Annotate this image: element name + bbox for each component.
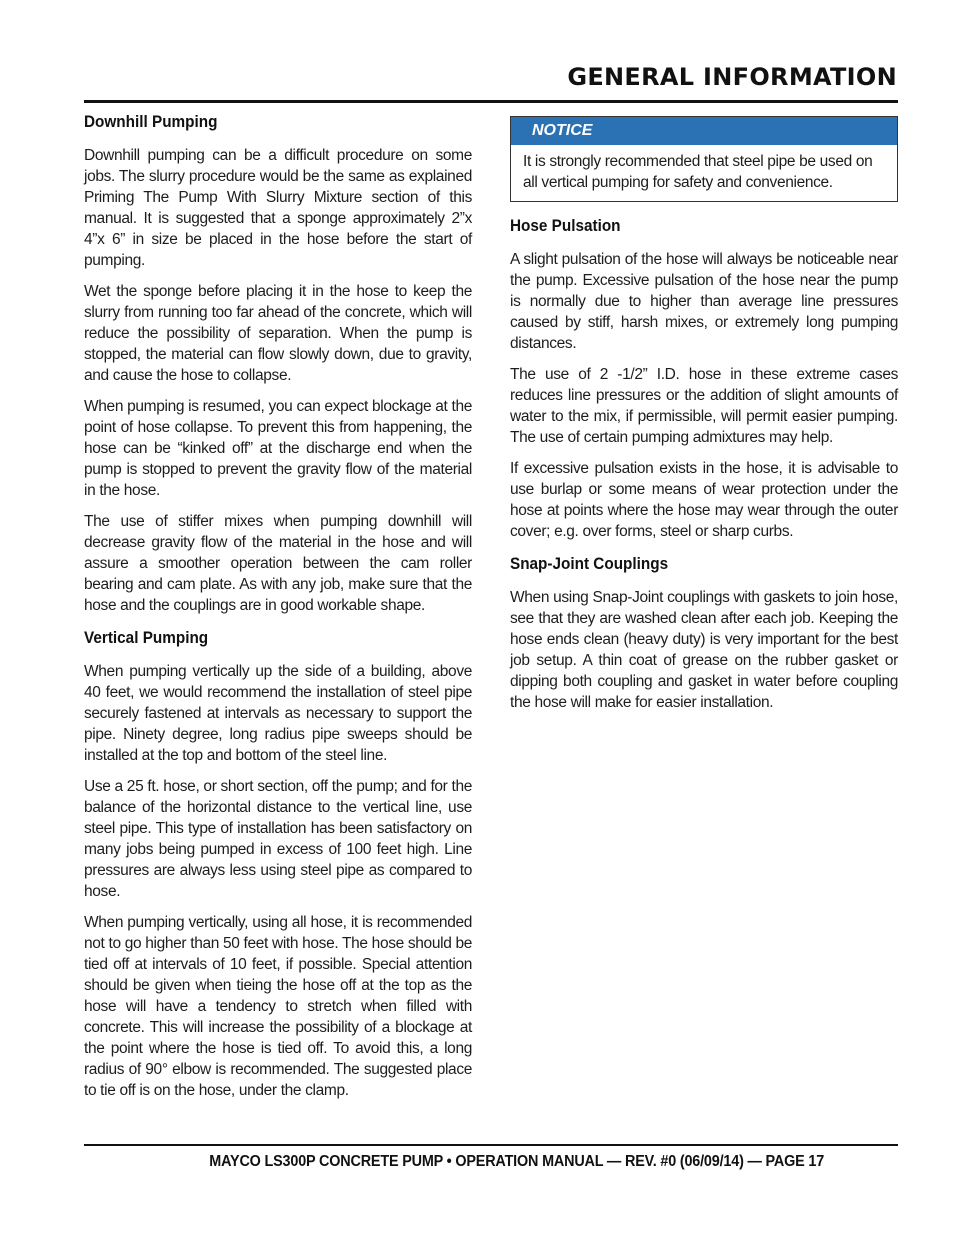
paragraph: Downhill pumping can be a difficult procedure on some jobs. The slurry procedure would be the same as explained Priming The Pump With Slurry Mixture section of this manual. It is suggested that a sponge approximately 2”x 4”x 6” in size be placed in the hose before the start of pumping. xyxy=(84,147,472,269)
section-snap-joint-couplings xyxy=(510,554,898,713)
section-heading-snap-joint: Snap-Joint Couplings xyxy=(510,554,669,573)
page-footer: MAYCO LS300P CONCRETE PUMP • OPERATION MANUAL — REV. #0 (06/09/14) — PAGE 17 xyxy=(209,1153,824,1170)
paragraph: When using Snap-Joint couplings with gaskets to join hose, see that they are washed clean after each job. Keeping the hose ends clean (heavy duty) is very important for the best job setup. A thin coat of grease on the rubber gasket or dipping both coupling and gasket in water before coupling the hose will make for easier installation. xyxy=(510,589,898,711)
paragraph: A slight pulsation of the hose will always be noticeable near the pump. Excessive pulsation of the hose near the pump is normally due to higher than average line pressures caused by stiff, harsh mixes, or extremely long pumping distances. xyxy=(510,251,898,352)
header-divider xyxy=(84,100,898,103)
paragraph: If excessive pulsation exists in the hose, it is advisable to use burlap or some means of wear protection under the hose at points where the hose may wear through the outer cover; e.g. over forms, steel or sharp curbs. xyxy=(510,460,898,540)
section-heading-downhill: Downhill Pumping xyxy=(84,112,218,131)
paragraph: The use of 2 -1/2” I.D. hose in these extreme cases reduces line pressures or the addition of slight amounts of water to the mix, if permissible, will permit easier pumping. The use of certain pumping admixtures may help. xyxy=(510,366,898,446)
paragraph: When pumping vertically, using all hose, it is recommended not to go higher than 50 feet with hose. The hose should be tied off at intervals of 10 feet, if possible. Special attention should be given when tieing the hose off at the top as the hose will have a tendency to stretch when filled with concrete. This will increase the possibility of a blockage at the point where the hose is tied off. To avoid this, a long radius of 90° elbow is recommended. The suggested place to tie off is on the hose, under the clamp. xyxy=(84,914,472,1099)
left-column xyxy=(84,112,472,1113)
section-hose-pulsation xyxy=(510,216,898,542)
footer-divider xyxy=(84,1144,898,1146)
paragraph: The use of stiffer mixes when pumping downhill will decrease gravity flow of the material in the hose and will assure a smoother operation between the cam roller bearing and cam plate. As with any job, make sure that the hose and the couplings are in good workable shape. xyxy=(84,513,472,614)
section-downhill-pumping xyxy=(84,112,472,616)
paragraph: Wet the sponge before placing it in the hose to keep the slurry from running too far ahead of the concrete, which will reduce the possibility of separation. When the pump is stopped, the material can flow slowly down, due to gravity, and cause the hose to collapse. xyxy=(84,283,472,384)
section-vertical-pumping xyxy=(84,628,472,1101)
paragraph: When pumping is resumed, you can expect blockage at the point of hose collapse. To prevent this from happening, the hose can be “kinked off” at the discharge end when the pump is stopped to prevent the gravity flow of the material in the hose. xyxy=(84,398,472,499)
right-column xyxy=(510,112,898,725)
paragraph: Use a 25 ft. hose, or short section, off the pump; and for the balance of the horizontal distance to the vertical line, use steel pipe. This type of installation has been satisfactory on many jobs being pumped in excess of 100 feet high. Line pressures are always less using steel pipe as compared to hose. xyxy=(84,778,472,900)
notice-label: NOTICE xyxy=(511,117,897,145)
paragraph: When pumping vertically up the side of a building, above 40 feet, we would recommend the installation of steel pipe securely fastened at intervals as necessary to support the pipe. Ninety degree, long radius pipe sweeps should be installed at the top and bottom of the steel line. xyxy=(84,663,472,764)
page-title: GENERAL INFORMATION xyxy=(567,63,897,91)
notice-text: It is strongly recommended that steel pipe be used on all vertical pumping for safety and convenience. xyxy=(523,153,873,191)
section-heading-hose-pulsation: Hose Pulsation xyxy=(510,216,621,235)
section-heading-vertical: Vertical Pumping xyxy=(84,628,209,647)
notice-box xyxy=(510,116,898,202)
